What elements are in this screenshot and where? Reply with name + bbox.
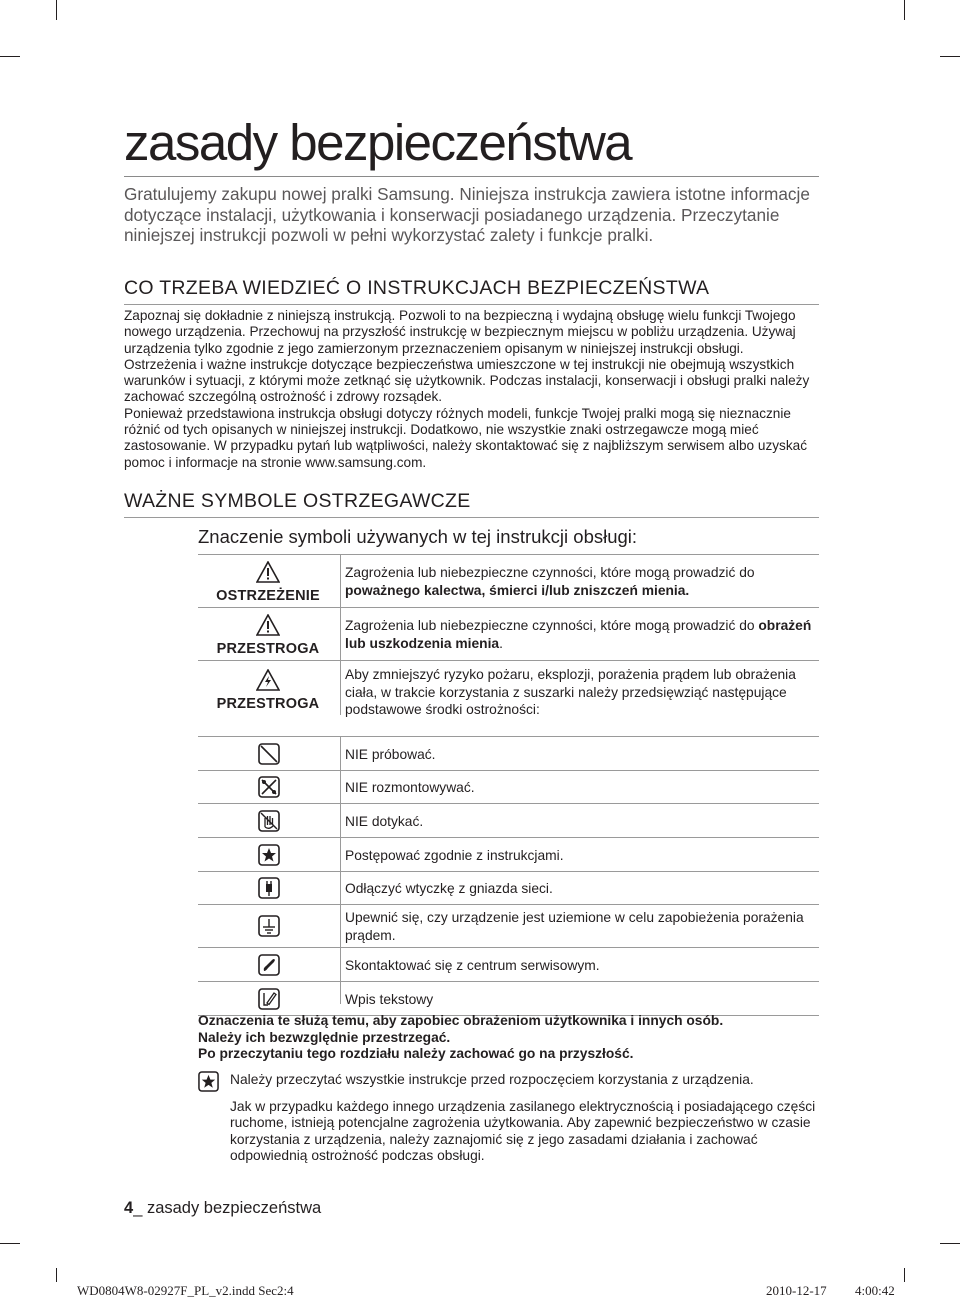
symbol-label: PRZESTROGA	[216, 641, 320, 657]
icon-desc: NIE rozmontowywać.	[345, 780, 475, 795]
slug-date: 2010-12-17	[766, 1283, 827, 1298]
caution-triangle-icon	[256, 614, 280, 636]
symbol-desc-bold: poważnego kalectwa, śmierci i/lub zniszczeń mienia.	[345, 582, 690, 598]
section-heading-instructions: CO TRZEBA WIEDZIEĆ O INSTRUKCJACH BEZPIECZEŃSTWA	[124, 277, 819, 305]
icon-row	[198, 982, 819, 1016]
icon-desc: Wpis tekstowy	[345, 992, 434, 1007]
warning-triangle-icon	[256, 561, 280, 583]
symbol-row-warning	[198, 555, 819, 608]
crop-mark	[904, 1268, 905, 1282]
do-not-attempt-icon	[258, 743, 280, 765]
crop-mark	[0, 1243, 20, 1244]
note-line: Należy ich bezwzględnie przestrzegać.	[198, 1029, 451, 1045]
note-paragraph: Należy przeczytać wszystkie instrukcje przed rozpoczęciem korzystania z urządzenia.	[230, 1072, 754, 1087]
crop-mark	[940, 56, 960, 57]
icon-row	[198, 737, 819, 771]
icon-row	[198, 771, 819, 804]
paragraph: Ostrzeżenia i ważne instrukcje dotyczące bezpieczeństwa umieszczone w tej instrukcji nie obejmują wszystkich warunków i sytuacji, z którymi może zetknąć się użytkownik. Podczas instalacji, konserwacji i obsługi pralki należy zachować szczególną ostrożność i zdrowy rozsądek.	[124, 356, 810, 405]
ground-icon	[258, 915, 280, 937]
icon-desc: Odłączyć wtyczkę z gniazda sieci.	[345, 881, 553, 896]
symbol-label: OSTRZEŻENIE	[216, 588, 320, 604]
follow-instructions-icon	[198, 1071, 219, 1092]
note-line: Po przeczytaniu tego rozdziału należy zachować go na przyszłość.	[198, 1046, 634, 1061]
icon-desc: NIE próbować.	[345, 747, 436, 762]
note-paragraph: Jak w przypadku każdego innego urządzenia zasilanego elektrycznością i posiadającego części ruchome, istnieją potencjalne zagrożenia użytkowania. Aby zapewnić bezpieczeństwo w czasie korzystania z urządzenia, należy zaznajomić się z jego zasadami działania i zachować odpowiednią ostrożność podczas obsługi.	[230, 1098, 816, 1163]
fire-triangle-icon	[256, 669, 280, 691]
icon-row	[198, 838, 819, 872]
symbol-desc-end: .	[499, 635, 503, 651]
page-number: 4	[124, 1199, 134, 1217]
crop-mark	[940, 1243, 960, 1244]
important-note	[198, 1013, 838, 1063]
icon-desc: Postępować zgodnie z instrukcjami.	[345, 848, 564, 863]
icon-desc: Upewnić się, czy urządzenie jest uziemione w celu zapobieżenia porażenia prądem.	[345, 910, 804, 943]
page-title: zasady bezpieczeństwa	[124, 112, 819, 177]
paragraph: Zapoznaj się dokładnie z niniejszą instrukcją. Pozwoli to na bezpieczną i wydajną obsługę wielu funkcji Twojego nowego urządzenia. Przechowuj na przyszłość instrukcję w bezpiecznym miejscu w pobliżu urządzenia. Używaj urządzenia tylko zgodnie z jego zamierzonym przeznaczeniem opisanym w niniejszej instrukcji obsługi.	[124, 308, 796, 356]
icon-desc: Skontaktować się z centrum serwisowym.	[345, 958, 600, 973]
symbol-row-caution	[198, 608, 819, 661]
icon-row	[198, 804, 819, 838]
warning-symbols-table	[198, 555, 819, 717]
note-icon	[258, 988, 280, 1010]
do-not-touch-icon	[258, 810, 280, 832]
note-line: Oznaczenia te służą temu, aby zapobiec obrażeniom użytkownika i innych osób.	[198, 1013, 724, 1028]
instructions-body	[124, 308, 824, 471]
crop-mark	[56, 1268, 57, 1282]
crop-mark	[904, 0, 905, 20]
page-label: _ zasady bezpieczeństwa	[133, 1199, 322, 1217]
follow-instructions-icon	[258, 844, 280, 866]
do-not-disassemble-icon	[258, 776, 280, 798]
symbol-desc-bold: obrażeń lub uszkodzenia mienia	[345, 618, 812, 651]
crop-mark	[56, 0, 57, 20]
slug-filename: WD0804W8-02927F_PL_v2.indd Sec2:4	[77, 1283, 294, 1298]
symbol-desc: Aby zmniejszyć ryzyko pożaru, eksplozji, porażenia prądem lub obrażenia ciała, w trakcie korzystania z suszarki należy przedsięwziąć następujące podstawowe środki ostrożności:	[345, 667, 796, 717]
symbol-desc: Zagrożenia lub niebezpieczne czynności, które mogą prowadzić do	[345, 618, 759, 633]
icon-row	[198, 905, 819, 948]
paragraph: Ponieważ przedstawiona instrukcja obsługi dotyczy różnych modeli, funkcje Twojej pralki mogą się nieznacznie różnić od tych opisanych w niniejszej instrukcji. Dodatkowo, nie wszystkie znaki ostrzegawcze mogą mieć zastosowanie. W przypadku pytań lub wątpliwości, należy skontaktować się z najbliższym serwisem albo uzyskać pomoc i informacje na stronie www.samsung.com.	[124, 405, 807, 470]
page-footer	[124, 1199, 321, 1218]
instruction-icons-table	[198, 736, 819, 1016]
unplug-icon	[258, 877, 280, 899]
icon-row	[198, 872, 819, 905]
symbols-subheading: Znaczenie symboli używanych w tej instrukcji obsługi:	[198, 526, 819, 555]
crop-mark	[0, 56, 20, 57]
icon-desc: NIE dotykać.	[345, 814, 424, 829]
symbol-row-fire	[198, 661, 819, 717]
intro-text: Gratulujemy zakupu nowej pralki Samsung. Niniejsza instrukcja zawiera istotne informacje dotyczące instalacji, użytkowania i konserwacji posiadanego urządzenia. Przeczytanie niniejszej instrukcji pozwoli w pełni wykorzystać zalety i funkcje pralki.	[124, 184, 810, 245]
star-note	[230, 1072, 830, 1175]
icon-row	[198, 948, 819, 982]
slug-time: 4:00:42	[855, 1283, 895, 1298]
service-center-icon	[258, 954, 280, 976]
symbol-desc: Zagrożenia lub niebezpieczne czynności, które mogą prowadzić do	[345, 565, 755, 580]
symbol-label: PRZESTROGA	[216, 696, 320, 712]
section-heading-symbols: WAŻNE SYMBOLE OSTRZEGAWCZE	[124, 490, 819, 518]
